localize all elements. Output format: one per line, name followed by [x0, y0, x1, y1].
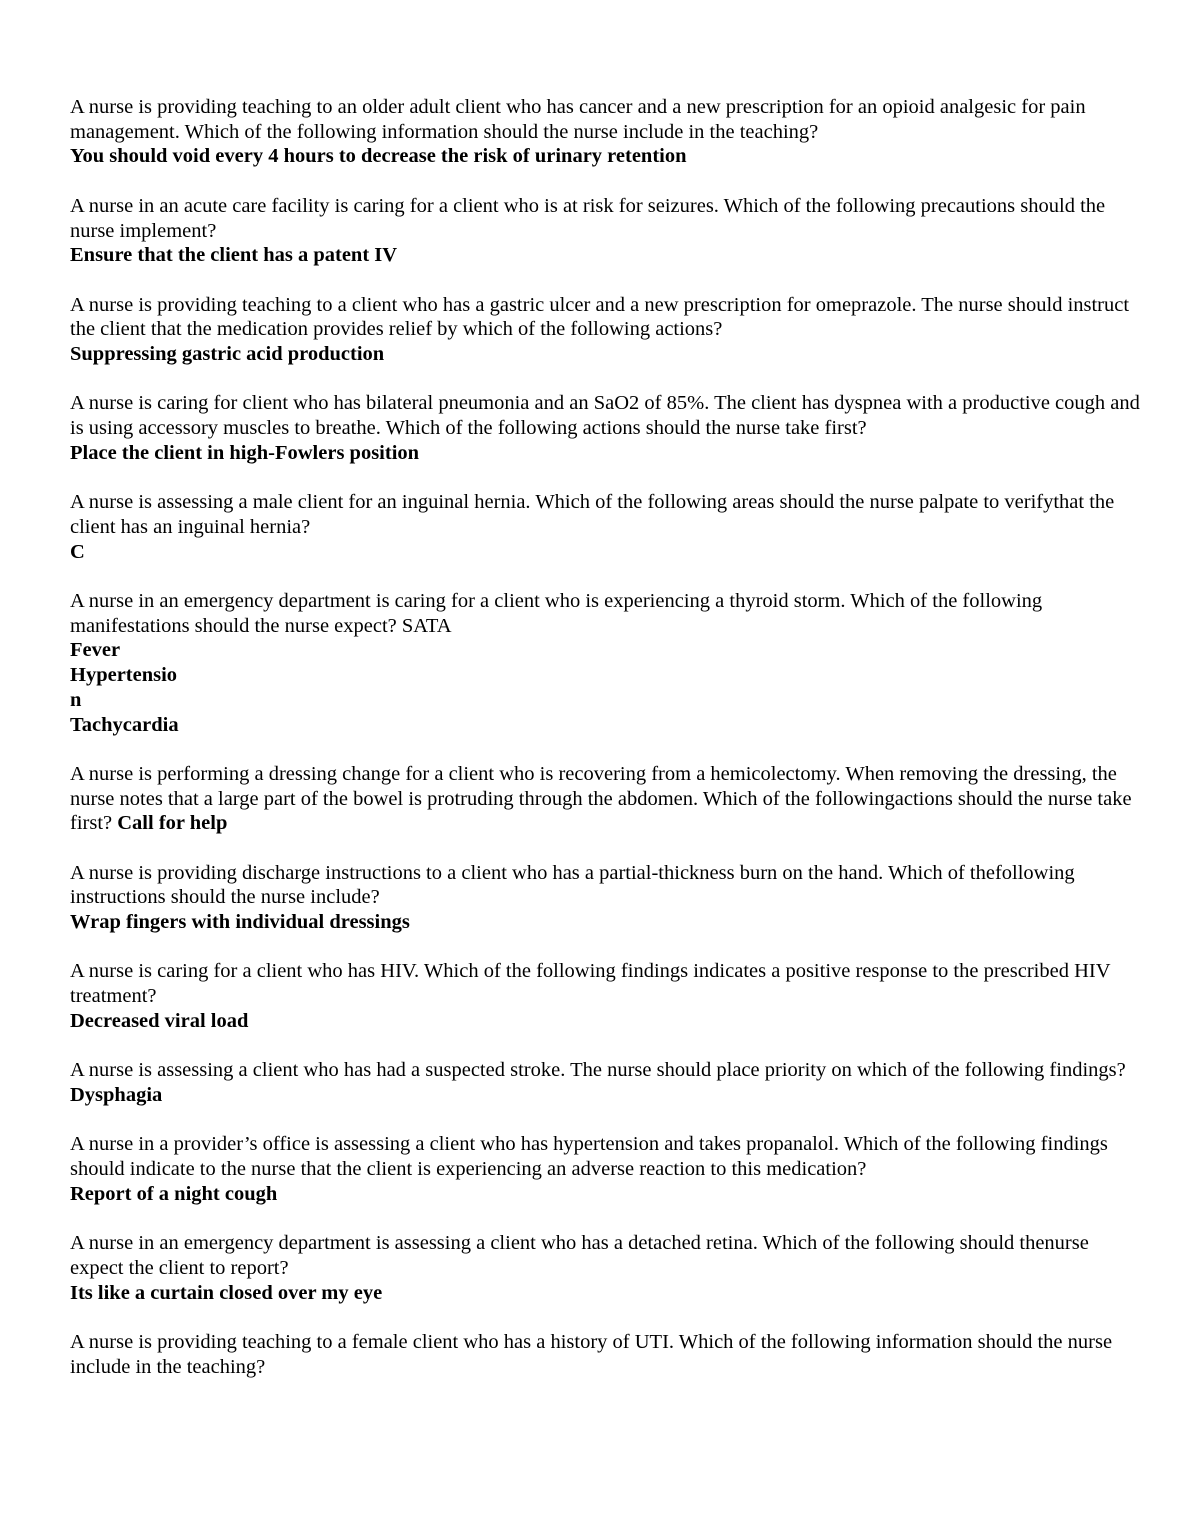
answer-line: Fever [70, 639, 121, 662]
question-text: A nurse is caring for client who has bilateral pneumonia and an SaO2 of 85%. The client has dyspnea with a productive cough and is using accessory muscles to breathe. Which of the following actions should the nurse take first? [70, 392, 1140, 440]
question-text: A nurse is assessing a client who has had a suspected stroke. The nurse should place priority on which of the following findings? [70, 1059, 1126, 1082]
answer-text: Wrap fingers with individual dressings [70, 911, 410, 934]
qa-item-pneumonia [70, 391, 1140, 465]
question-text: A nurse is providing teaching to a female client who has a history of UTI. Which of the following information should the nurse include in the teaching? [70, 1330, 1113, 1378]
question-text: A nurse is providing discharge instructions to a client who has a partial-thickness burn on the hand. Which of thefollowing instructions should the nurse include? [70, 861, 1075, 909]
qa-item-burn-discharge [70, 861, 1140, 935]
answer-text: Decreased viral load [70, 1009, 249, 1032]
answer-text: C [70, 540, 85, 563]
question-text: A nurse is providing teaching to an older adult client who has cancer and a new prescription for an opioid analgesic for pain management. Which of the following information should the nurse include in the teaching? [70, 96, 1086, 143]
answer-text: Dysphagia [70, 1083, 163, 1106]
question-text: A nurse is caring for a client who has HIV. Which of the following findings indicates a positive response to the prescribed HIV treatment? [70, 960, 1111, 1008]
answer-text: Ensure that the client has a patent IV [70, 244, 398, 267]
qa-item-seizure-precautions [70, 194, 1140, 268]
answer-line: Tachycardia [70, 713, 179, 736]
question-text: A nurse in an acute care facility is caring for a client who is at risk for seizures. Which of the following precautions should the nurse implement? [70, 194, 1106, 242]
qa-item-omeprazole [70, 293, 1140, 367]
question-text: A nurse in a provider’s office is assessing a client who has hypertension and takes propanalol. Which of the following findings should indicate to the nurse that the client is experiencing an adverse reaction to this medication? [70, 1133, 1108, 1181]
question-text: A nurse is assessing a male client for an inguinal hernia. Which of the following areas should the nurse palpate to verifythat the client has an inguinal hernia? [70, 491, 1115, 538]
qa-item-stroke [70, 1058, 1140, 1107]
answer-text: Report of a night cough [70, 1182, 278, 1205]
qa-item-hiv [70, 959, 1140, 1033]
qa-item-hemicolectomy [70, 762, 1140, 836]
answer-line: n [70, 688, 82, 711]
question-text: A nurse in an emergency department is caring for a client who is experiencing a thyroid storm. Which of the following manifestations should the nurse expect? SATA [70, 589, 1043, 637]
qa-item-opioid-teaching [70, 95, 1140, 169]
answer-text: Call for help [117, 812, 228, 835]
question-text: A nurse is performing a dressing change for a client who is recovering from a hemicolectomy. When removing the dressing, the nurse notes that a large part of the bowel is protruding through the abdomen. Which of the followingactions should the nurse take first? [70, 762, 1132, 835]
question-text: A nurse is providing teaching to a client who has a gastric ulcer and a new prescription for omeprazole. The nurse should instruct the client that the medication provides relief by which of the following actions? [70, 293, 1130, 341]
qa-item-uti-teaching [70, 1330, 1140, 1379]
answer-text: Place the client in high-Fowlers position [70, 441, 420, 464]
qa-item-thyroid-storm [70, 589, 1140, 737]
document-page [70, 95, 1140, 1404]
qa-item-propranolol [70, 1132, 1140, 1206]
answer-text: Its like a curtain closed over my eye [70, 1281, 383, 1304]
answer-text: You should void every 4 hours to decrease the risk of urinary retention [70, 145, 687, 168]
answer-line: Hypertensio [70, 664, 178, 687]
answer-text: Suppressing gastric acid production [70, 343, 385, 365]
question-text: A nurse in an emergency department is assessing a client who has a detached retina. Which of the following should thenurse expect the client to report? [70, 1232, 1089, 1279]
qa-item-inguinal-hernia [70, 490, 1140, 564]
qa-item-detached-retina [70, 1231, 1140, 1305]
